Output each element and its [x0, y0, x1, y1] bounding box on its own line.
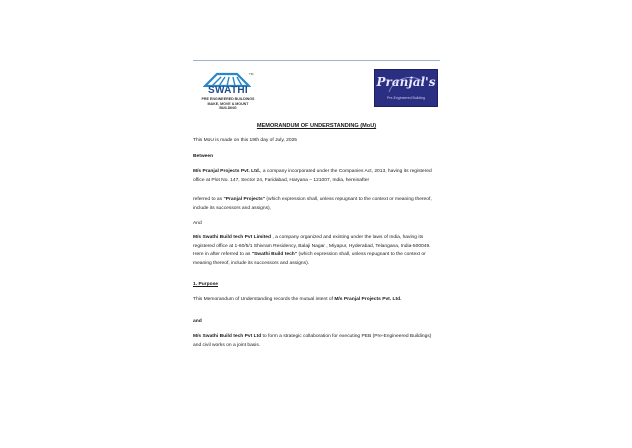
purpose-party2: M/s Swathi Build tech Pvt Ltd — [193, 334, 262, 339]
party2-paragraph — [193, 234, 440, 268]
party2-ref-name: "Swathi Build tech" — [251, 252, 298, 257]
pranjal-logo-name: Pranjal's — [376, 75, 436, 89]
party2-name: M/s Swathi Build tech Pvt Limited — [193, 235, 271, 240]
party1-ref-prefix: referred to as — [193, 197, 224, 202]
party1-ref-name: "Pranjal Projects" — [223, 197, 266, 202]
purpose-paragraph — [193, 296, 440, 305]
trademark-mark: TM — [249, 72, 254, 76]
party1-reference-paragraph — [193, 196, 440, 213]
party1-details: , a company incorporated under the Companies Act, 2013, having its registered office at Plot No. 147, Sector 24, Faridabad, Haryana – 121007, India, hereinafter — [193, 169, 432, 183]
party1-ref-suffix: (which expression shall, unless repugnant to the context or meaning thereof, include its successors and assigns), — [193, 197, 432, 211]
purpose-party1: M/s Pranjal Projects Pvt. Ltd. — [334, 297, 402, 302]
swathi-logo-tagline: MAKE, MOVE & MOUNT BUILDING — [207, 102, 249, 110]
swathi-logo-name: SWATHI — [208, 85, 248, 96]
document-title: MEMORANDUM OF UNDERSTANDING (MoU) — [256, 123, 377, 129]
party1-name: M/s Pranjal Projects Pvt. Ltd. — [193, 169, 261, 174]
and-label: And — [193, 221, 202, 226]
header-rule — [193, 60, 440, 61]
section-purpose-heading: 1. Purpose — [193, 282, 219, 287]
and-label-2: and — [193, 319, 202, 324]
party2-ref-suffix: (which expression shall, unless repugnant to the context or meaning thereof, include its successors and assigns). — [193, 252, 426, 266]
purpose-text-2: to form a strategic collaboration for executing PEB (Pre-Engineered Buildings) and civil works on a joint basis. — [193, 334, 432, 348]
purpose-paragraph-2 — [193, 333, 440, 350]
between-label: Between — [193, 154, 214, 159]
swathi-logo — [199, 71, 257, 113]
intro-paragraph: This MoU is made on this 19th day of July, 2025 — [193, 138, 298, 143]
purpose-text: This Memorandum of Understanding records the mutual intent of — [193, 297, 335, 302]
party2-details: , a company organized and existing under the laws of India, having its registered office at 1-60/5/1 Shivram Residency, Balaji Nagar , Miyapur, Hyderabad, Telangana, India-500049. Here in after referred to as — [193, 235, 431, 257]
swathi-logo-subtitle: PRE ENGINEERED BUILDINGS — [201, 97, 255, 101]
pranjal-logo — [374, 69, 438, 107]
pranjal-logo-subtitle: Pre-Engineered Building — [387, 96, 425, 100]
party1-paragraph — [193, 168, 440, 185]
